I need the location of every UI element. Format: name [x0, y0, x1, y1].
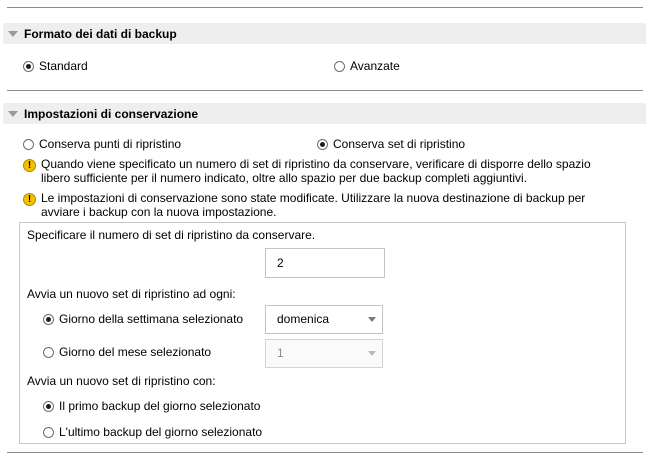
warning-text-settings-changed — [41, 191, 641, 219]
recovery-set-count-input[interactable]: 2 — [265, 248, 385, 278]
warning-text-space — [41, 157, 641, 185]
section-divider — [7, 90, 643, 91]
first-backup-radio[interactable] — [43, 398, 260, 414]
weekday-radio[interactable] — [43, 311, 243, 327]
warning-line: Quando viene specificato un numero di set di ripristino da conservare, verificare di disporre dello spazio — [41, 157, 591, 171]
keep-recovery-sets-radio[interactable] — [317, 136, 465, 152]
collapse-triangle-icon[interactable] — [8, 111, 18, 117]
backup-format-header[interactable] — [3, 23, 646, 44]
dropdown-arrow-icon — [368, 351, 376, 356]
keep-recovery-points-label: Conserva punti di ripristino — [39, 137, 182, 151]
monthday-select-value: 1 — [277, 346, 284, 360]
warning-icon: ! — [23, 159, 36, 172]
recovery-set-count-label: Specificare il numero di set di ripristino da conservare. — [27, 228, 316, 242]
radio-checked-icon[interactable] — [23, 61, 34, 72]
warning-icon: ! — [23, 193, 36, 206]
retention-title: Impostazioni di conservazione — [24, 106, 199, 121]
first-backup-label: Il primo backup del giorno selezionato — [59, 399, 261, 413]
radio-checked-icon[interactable] — [43, 401, 54, 412]
last-backup-radio[interactable] — [43, 424, 262, 440]
start-with-label: Avvia un nuovo set di ripristino con: — [27, 374, 216, 388]
warning-line: libero sufficiente per il numero indicato, oltre allo spazio per due backup completi aggiuntivi. — [41, 171, 528, 185]
dropdown-arrow-icon[interactable] — [368, 317, 376, 322]
radio-unchecked-icon[interactable] — [43, 427, 54, 438]
weekday-select-value: domenica — [277, 312, 330, 326]
warning-line: Le impostazioni di conservazione sono state modificate. Utilizzare la nuova destinazione di backup per — [41, 191, 586, 205]
retention-header[interactable] — [3, 103, 646, 124]
last-backup-label: L'ultimo backup del giorno selezionato — [59, 425, 263, 439]
weekday-select[interactable] — [265, 305, 383, 334]
monthday-radio[interactable] — [43, 344, 211, 360]
monthday-select — [265, 339, 383, 368]
advanced-label: Avanzate — [350, 59, 400, 73]
radio-checked-icon[interactable] — [43, 314, 54, 325]
bottom-divider — [7, 452, 643, 453]
radio-unchecked-icon[interactable] — [334, 61, 345, 72]
top-divider — [7, 7, 643, 8]
radio-checked-icon[interactable] — [317, 139, 328, 150]
advanced-radio[interactable] — [334, 58, 400, 74]
standard-label: Standard — [39, 59, 88, 73]
radio-unchecked-icon[interactable] — [43, 347, 54, 358]
radio-unchecked-icon[interactable] — [23, 139, 34, 150]
keep-recovery-sets-label: Conserva set di ripristino — [333, 137, 466, 151]
weekday-label: Giorno della settimana selezionato — [59, 312, 244, 326]
warning-line: avviare i backup con la nuova impostazione. — [41, 205, 277, 219]
monthday-label: Giorno del mese selezionato — [59, 345, 212, 359]
keep-recovery-points-radio[interactable] — [23, 136, 181, 152]
start-every-label: Avvia un nuovo set di ripristino ad ogni: — [27, 287, 236, 301]
backup-format-title: Formato dei dati di backup — [24, 26, 177, 41]
collapse-triangle-icon[interactable] — [8, 31, 18, 37]
standard-radio[interactable] — [23, 58, 88, 74]
